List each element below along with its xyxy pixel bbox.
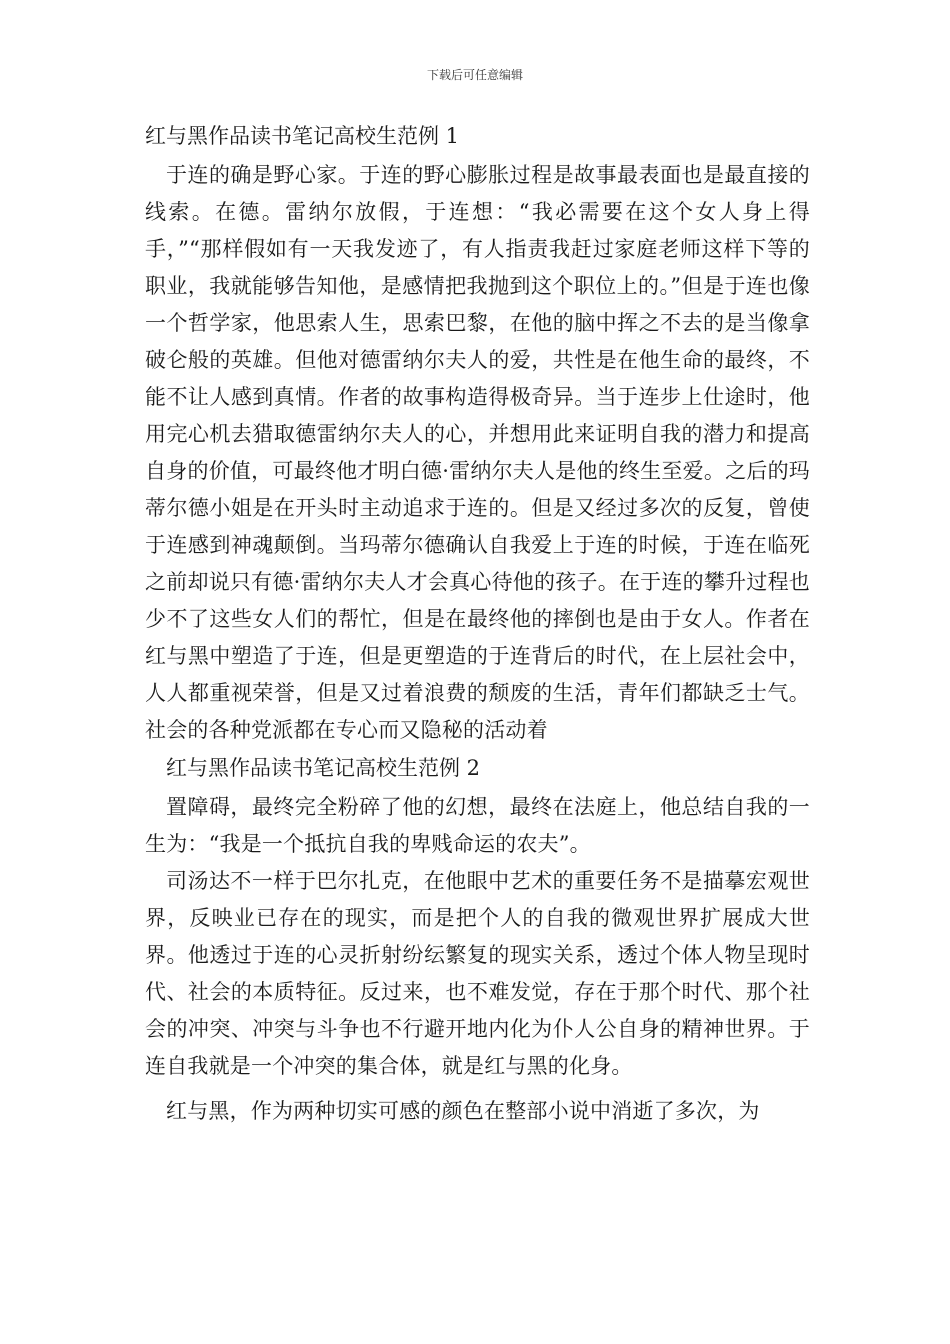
page-header: 下载后可任意编辑 <box>426 68 523 82</box>
paragraph-4: 红与黑，作为两种切实可感的颜色在整部小说中消逝了多次，为 <box>166 1099 760 1123</box>
document-body <box>145 118 810 1130</box>
section-heading-1: 红与黑作品读书笔记高校生范例 1 <box>145 124 460 148</box>
paragraph-3: 司汤达不一样于巴尔扎克，在他眼中艺术的重要任务不是描摹宏观世界，反映业已存在的现实，而是把个人的自我的微观世界扩展成大世界。他透过于连的心灵折射纷纭繁复的现实关系，透过个体人物呈现时代、社会的本质特征。反过来，也不难发觉，存在于那个时代、那个社会的冲突、冲突与斗争也不行避开地内化为仆人公自身的精神世界。于连自我就是一个冲突的集合体，就是红与黑的化身。 <box>145 869 810 1078</box>
paragraph-2: 置障碍，最终完全粉碎了他的幻想，最终在法庭上，他总结自我的一生为：“我是一个抵抗自我的卑贱命运的农夫”。 <box>145 795 810 856</box>
paragraph-1: 于连的确是野心家。于连的野心膨胀过程是故事最表面也是最直接的线索。在德。雷纳尔放假，于连想：“我必需要在这个女人身上得手，”“那样假如有一天我发迹了，有人指责我赶过家庭老师这样下等的职业，我就能够告知他，是感情把我抛到这个职位上的。”但是于连也像一个哲学家，他思索人生，思索巴黎，在他的脑中挥之不去的是当像拿破仑般的英雄。但他对德雷纳尔夫人的爱，共性是在他生命的最终，不能不让人感到真情。作者的故事构造得极奇异。当于连步上仕途时，他用完心机去猎取德雷纳尔夫人的心，并想用此来证明自我的潜力和提高自身的价值，可最终他才明白德·雷纳尔夫人是他的终生至爱。之后的玛蒂尔德小姐是在开头时主动追求于连的。但是又经过多次的反复，曾使于连感到神魂颠倒。当玛蒂尔德确认自我爱上于连的时候，于连在临死之前却说只有德·雷纳尔夫人才会真心待他的孩子。在于连的攀升过程也少不了这些女人们的帮忙，但是在最终他的摔倒也是由于女人。作者在红与黑中塑造了于连，但是更塑造的于连背后的时代，在上层社会中，人人都重视荣誉，但是又过着浪费的颓废的生活，青年们都缺乏士气。社会的各种党派都在专心而又隐秘的活动着 <box>145 163 810 742</box>
section-heading-2: 红与黑作品读书笔记高校生范例 2 <box>166 756 481 780</box>
